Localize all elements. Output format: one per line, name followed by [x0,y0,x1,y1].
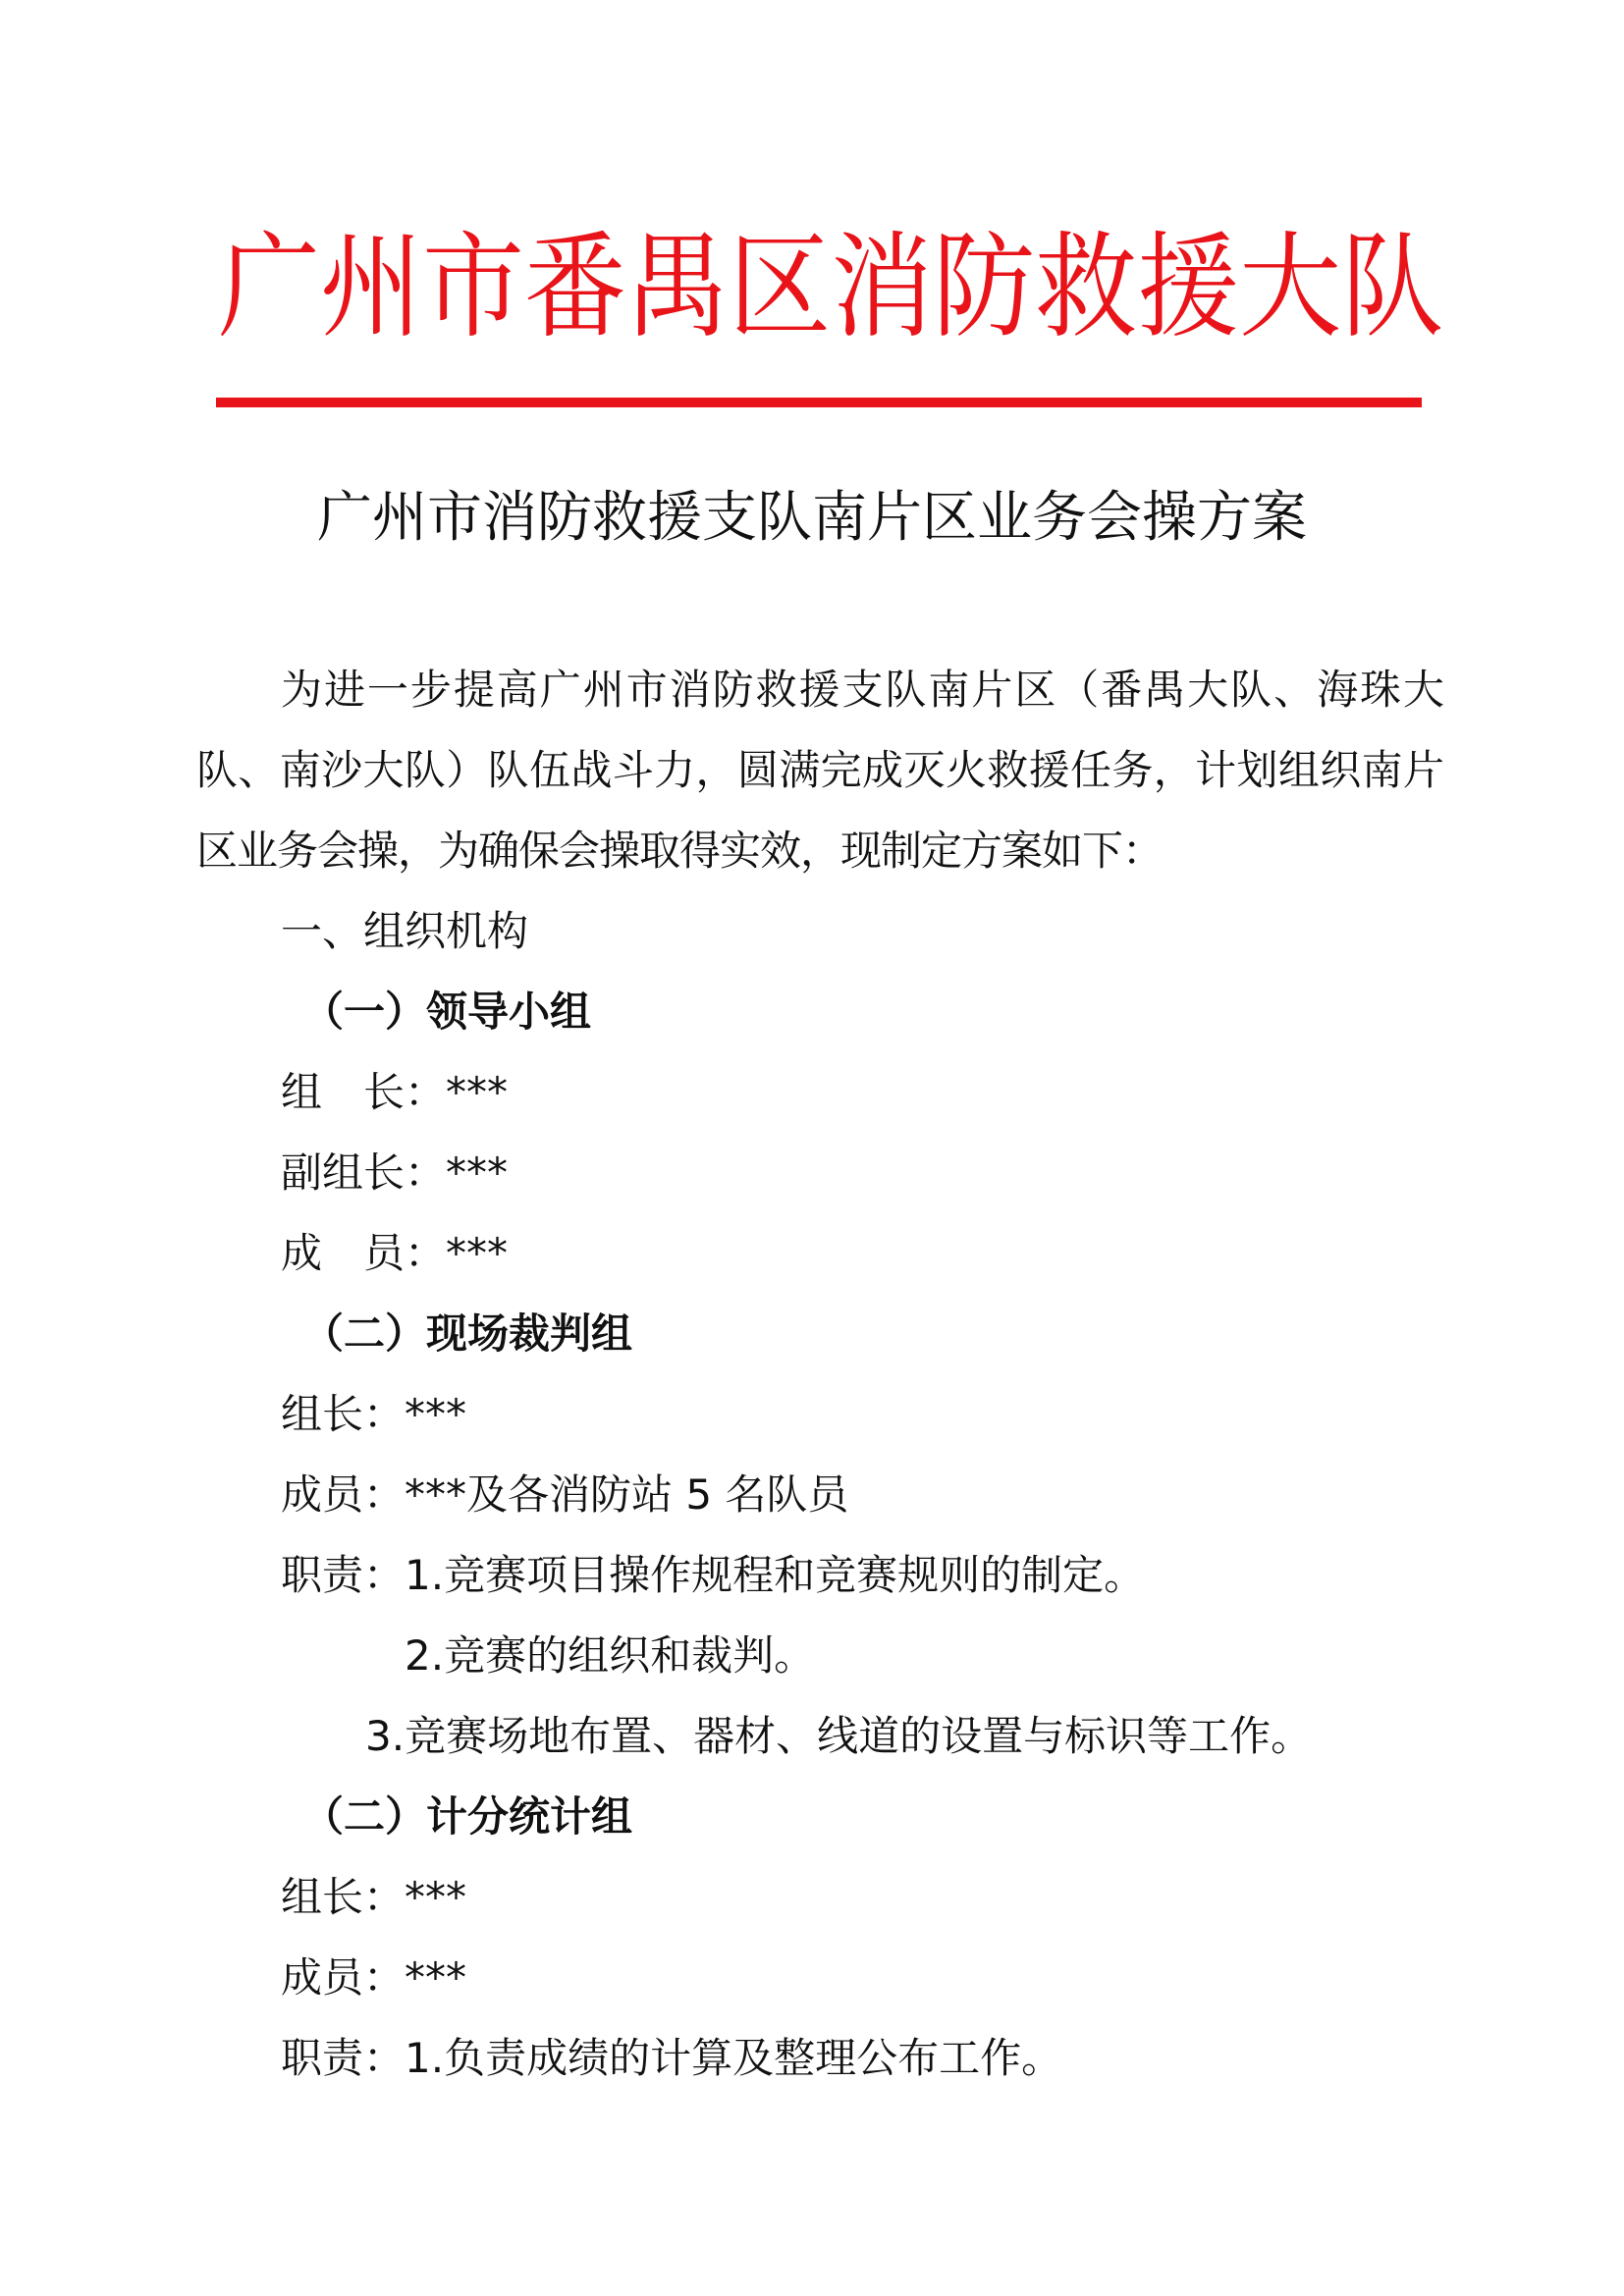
subsection-heading-leadership: （一）领导小组 [302,988,592,1036]
leader-line: 组 长：*** [281,1068,509,1116]
letterhead-char: 广 [218,219,321,354]
document-body [196,650,1443,2099]
letterhead-char: 禺 [626,219,730,354]
letterhead-char: 防 [933,219,1036,354]
duty-line: 职责：1.竞赛项目操作规程和竞赛规则的制定。 [281,1551,1146,1599]
members-line: 成员：*** [281,1953,467,2002]
letterhead-char: 州 [320,219,423,354]
deputy-leader-line: 副组长：*** [281,1148,509,1197]
subsection-heading-referee: （二）现场裁判组 [302,1309,633,1358]
letterhead-char: 消 [831,219,934,354]
letterhead-char: 区 [729,219,832,354]
section-heading: 一、组织机构 [281,907,529,955]
members-line: 成 员：*** [281,1229,509,1277]
members-line: 成员：***及各消防站 5 名队员 [281,1470,849,1519]
letterhead-char: 队 [1341,219,1444,354]
leader-line: 组长：*** [281,1873,467,1921]
leader-line: 组长：*** [281,1390,467,1438]
duty-line: 2.竞赛的组织和裁判。 [405,1631,816,1680]
letterhead-char: 援 [1137,219,1240,354]
duty-line: 3.竞赛场地布置、器材、线道的设置与标识等工作。 [365,1712,1313,1760]
letterhead-char: 市 [422,219,525,354]
document-title: 广州市消防救援支队南片区业务会操方案 [317,486,1307,550]
duty-line: 职责：1.负责成绩的计算及整理公布工作。 [281,2034,1063,2082]
letterhead-divider [216,398,1422,407]
letterhead-char: 大 [1239,219,1342,354]
letterhead-title [218,198,1444,374]
letterhead-char: 番 [524,219,627,354]
letterhead-char: 救 [1035,219,1138,354]
subsection-heading-scoring: （二）计分统计组 [302,1792,633,1841]
intro-paragraph: 为进一步提高广州市消防救援支队南片区（番禺大队、海珠大队、南沙大队）队伍战斗力，圆满完成灭火救援任务，计划组织南片区业务会操，为确保会操取得实效，现制定方案如下： [196,666,1443,875]
